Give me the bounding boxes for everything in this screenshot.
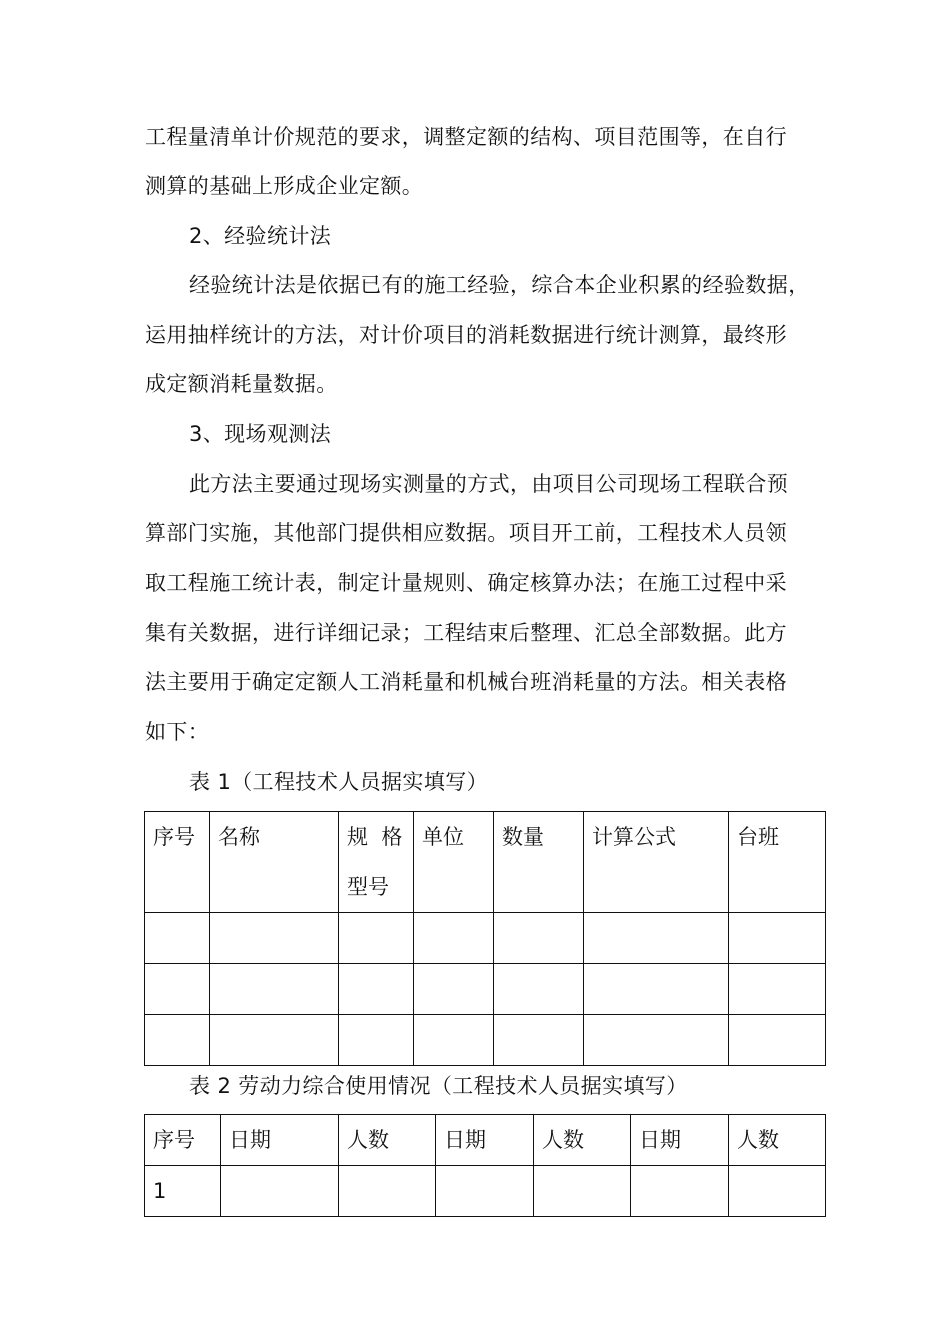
table-cell xyxy=(339,913,414,964)
table-cell xyxy=(584,964,729,1015)
table2-header-cell: 序号 xyxy=(145,1115,221,1166)
paragraph-line: 如下： xyxy=(145,720,210,744)
section-heading: 2、经验统计法 xyxy=(189,224,332,248)
table1 xyxy=(144,811,826,1066)
table1-header-cell: 数量 xyxy=(494,812,584,913)
table1-header-cell: 台班 xyxy=(729,812,826,913)
table-cell xyxy=(210,964,339,1015)
table1-header-cell: 序号 xyxy=(145,812,210,913)
table-cell xyxy=(210,1015,339,1066)
paragraph-line: 测算的基础上形成企业定额。 xyxy=(145,174,424,198)
table-cell xyxy=(414,1015,494,1066)
paragraph-line: 集有关数据，进行详细记录；工程结束后整理、汇总全部数据。此方 xyxy=(145,621,787,645)
table-cell xyxy=(729,913,826,964)
paragraph-line: 工程量清单计价规范的要求，调整定额的结构、项目范围等，在自行 xyxy=(145,125,787,149)
table2-caption: 表 2 劳动力综合使用情况（工程技术人员据实填写） xyxy=(189,1074,688,1098)
table1-header-cell: 名称 xyxy=(210,812,339,913)
table1-header-cell: 计算公式 xyxy=(584,812,729,913)
table-cell xyxy=(145,913,210,964)
table-cell xyxy=(494,1015,584,1066)
table1-header-cell-spec xyxy=(339,812,414,913)
table-cell xyxy=(339,1015,414,1066)
table1-caption: 表 1（工程技术人员据实填写） xyxy=(189,770,489,794)
spec-line-1: 规 格 xyxy=(347,825,403,849)
table-cell xyxy=(436,1166,534,1217)
table2-header-cell: 日期 xyxy=(631,1115,729,1166)
table2-row xyxy=(145,1166,826,1217)
table-cell xyxy=(729,1015,826,1066)
table-cell: 1 xyxy=(145,1166,221,1217)
table-cell xyxy=(339,1166,436,1217)
table2-header-cell: 日期 xyxy=(221,1115,339,1166)
table-cell xyxy=(729,1166,826,1217)
table2-header-row xyxy=(145,1115,826,1166)
paragraph-line: 取工程施工统计表，制定计量规则、确定核算办法；在施工过程中采 xyxy=(145,571,787,595)
table-cell xyxy=(494,913,584,964)
paragraph-line: 算部门实施，其他部门提供相应数据。项目开工前，工程技术人员领 xyxy=(145,521,787,545)
table1-row xyxy=(145,1015,826,1066)
section-heading: 3、现场观测法 xyxy=(189,422,332,446)
table1-row xyxy=(145,964,826,1015)
table2-header-cell: 人数 xyxy=(534,1115,631,1166)
table-cell xyxy=(210,913,339,964)
table-cell xyxy=(534,1166,631,1217)
paragraph-line: 经验统计法是依据已有的施工经验，综合本企业积累的经验数据， xyxy=(189,273,810,297)
table-cell xyxy=(414,964,494,1015)
table2-header-cell: 日期 xyxy=(436,1115,534,1166)
paragraph-line: 运用抽样统计的方法，对计价项目的消耗数据进行统计测算，最终形 xyxy=(145,323,787,347)
paragraph-line: 法主要用于确定定额人工消耗量和机械台班消耗量的方法。相关表格 xyxy=(145,670,787,694)
paragraph-line: 此方法主要通过现场实测量的方式，由项目公司现场工程联合预 xyxy=(189,472,789,496)
table-cell xyxy=(631,1166,729,1217)
table-cell xyxy=(494,964,584,1015)
table2-header-cell: 人数 xyxy=(339,1115,436,1166)
paragraph-line: 成定额消耗量数据。 xyxy=(145,372,338,396)
table-cell xyxy=(145,964,210,1015)
table-cell xyxy=(145,1015,210,1066)
spec-line-2: 型号 xyxy=(347,875,389,899)
table2 xyxy=(144,1114,826,1217)
table1-row xyxy=(145,913,826,964)
table1-header-row xyxy=(145,812,826,913)
table1-header-cell: 单位 xyxy=(414,812,494,913)
table-cell xyxy=(414,913,494,964)
table2-header-cell: 人数 xyxy=(729,1115,826,1166)
table-cell xyxy=(221,1166,339,1217)
table-cell xyxy=(584,1015,729,1066)
table-cell xyxy=(339,964,414,1015)
table-cell xyxy=(729,964,826,1015)
table-cell xyxy=(584,913,729,964)
